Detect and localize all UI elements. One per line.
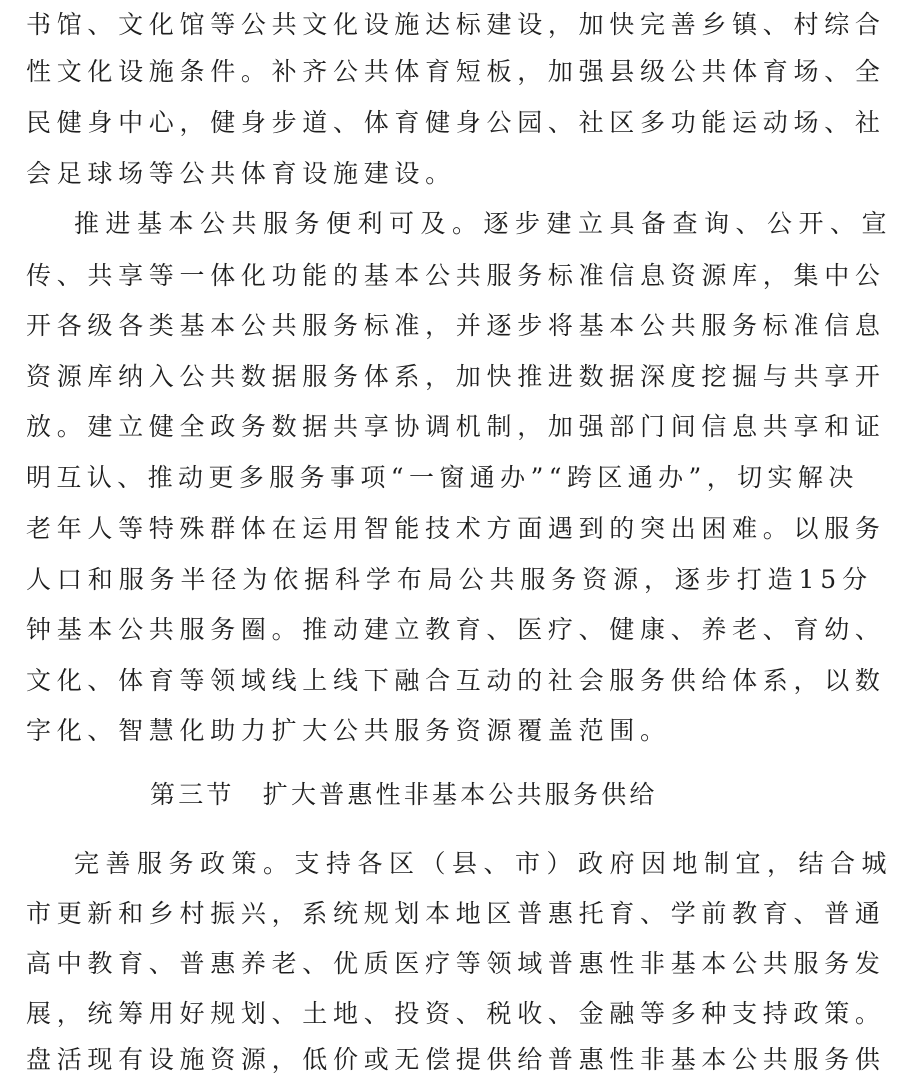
- text-line: 完善服务政策。支持各区（县、市）政府因地制宜，结合城: [74, 849, 894, 878]
- text-line: 字化、智慧化助力扩大公共服务资源覆盖范围。: [26, 716, 671, 745]
- text-line: 资源库纳入公共数据服务体系，加快推进数据深度挖掘与共享开: [26, 362, 886, 391]
- text-line: 高中教育、普惠养老、优质医疗等领域普惠性非基本公共服务发: [26, 949, 886, 978]
- text-line: 民健身中心，健身步道、体育健身公园、社区多功能运动场、社: [26, 108, 886, 137]
- section-heading: 第三节 扩大普惠性非基本公共服务供给: [150, 780, 658, 809]
- text-line: 展，统筹用好规划、土地、投资、税收、金融等多种支持政策。: [26, 999, 886, 1028]
- text-line: 开各级各类基本公共服务标准，并逐步将基本公共服务标准信息: [26, 311, 886, 340]
- text-line: 会足球场等公共体育设施建设。: [26, 159, 456, 188]
- text-line: 书馆、文化馆等公共文化设施达标建设，加快完善乡镇、村综合: [26, 10, 886, 39]
- text-line: 市更新和乡村振兴，系统规划本地区普惠托育、学前教育、普通: [26, 899, 886, 928]
- text-line: 性文化设施条件。补齐公共体育短板，加强县级公共体育场、全: [26, 57, 886, 86]
- text-line: 推进基本公共服务便利可及。逐步建立具备查询、公开、宣: [74, 209, 894, 238]
- text-line: 钟基本公共服务圈。推动建立教育、医疗、健康、养老、育幼、: [26, 615, 886, 644]
- text-line: 人口和服务半径为依据科学布局公共服务资源，逐步打造15分: [26, 565, 874, 594]
- text-line: 文化、体育等领域线上线下融合互动的社会服务供给体系，以数: [26, 666, 886, 695]
- text-line: 明互认、推动更多服务事项“一窗通办”“跨区通办”，切实解决: [26, 463, 859, 492]
- text-line: 放。建立健全政务数据共享协调机制，加强部门间信息共享和证: [26, 412, 886, 441]
- text-line: 老年人等特殊群体在运用智能技术方面遇到的突出困难。以服务: [26, 514, 886, 543]
- text-line: 盘活现有设施资源，低价或无偿提供给普惠性非基本公共服务供: [26, 1045, 886, 1074]
- text-line: 传、共享等一体化功能的基本公共服务标准信息资源库，集中公: [26, 261, 886, 290]
